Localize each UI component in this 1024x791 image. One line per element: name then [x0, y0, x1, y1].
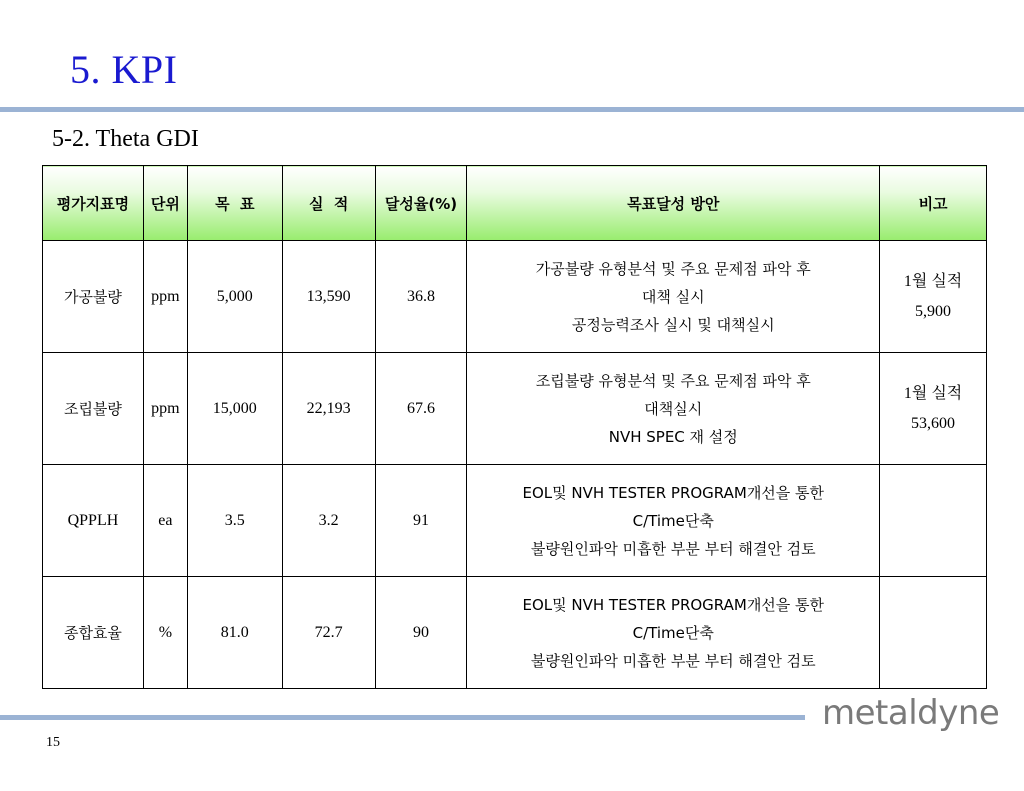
footer-divider [0, 715, 805, 720]
plan-line: NVH SPEC 재 설정 [608, 427, 738, 446]
cell-plan [467, 353, 880, 465]
cell-unit: ppm [143, 241, 187, 353]
cell-name: QPPLH [43, 465, 144, 577]
cell-target: 5,000 [187, 241, 282, 353]
cell-actual: 22,193 [282, 353, 375, 465]
cell-name: 종합효율 [43, 577, 144, 689]
title-divider [0, 107, 1024, 112]
cell-note [880, 241, 987, 353]
plan-line: C/Time단축 [632, 623, 714, 642]
cell-name: 가공불량 [43, 241, 144, 353]
table-row [43, 353, 987, 465]
note-line: 53,600 [911, 414, 956, 432]
note-line: 5,900 [915, 302, 952, 320]
header-indicator: 평가지표명 [43, 166, 144, 241]
plan-line: EOL및 NVH TESTER PROGRAM개선을 통한 [522, 595, 825, 614]
cell-target: 3.5 [187, 465, 282, 577]
cell-plan [467, 241, 880, 353]
cell-rate: 91 [375, 465, 467, 577]
plan-line: 대책 실시 [641, 287, 705, 306]
plan-line: 공정능력조사 실시 및 대책실시 [571, 315, 775, 334]
section-subtitle: 5-2. Theta GDI [52, 126, 199, 152]
plan-line: 가공불량 유형분석 및 주요 문제점 파악 후 [535, 259, 811, 278]
plan-line: C/Time단축 [632, 511, 714, 530]
cell-unit: % [143, 577, 187, 689]
cell-target: 81.0 [187, 577, 282, 689]
header-rate: 달성율(%) [375, 166, 467, 241]
slide-title: 5. KPI [70, 47, 178, 92]
cell-actual: 3.2 [282, 465, 375, 577]
cell-unit: ea [143, 465, 187, 577]
plan-line: 불량원인파악 미흡한 부분 부터 해결안 검토 [530, 651, 816, 670]
table-row [43, 465, 987, 577]
header-target: 목 표 [187, 166, 282, 241]
table-row [43, 241, 987, 353]
plan-line: 대책실시 [644, 399, 703, 418]
cell-note [880, 577, 987, 689]
cell-name: 조립불량 [43, 353, 144, 465]
cell-unit: ppm [143, 353, 187, 465]
header-actual: 실 적 [282, 166, 375, 241]
cell-note [880, 465, 987, 577]
header-unit: 단위 [143, 166, 187, 241]
header-note: 비고 [880, 166, 987, 241]
kpi-table [42, 165, 987, 689]
cell-rate: 67.6 [375, 353, 467, 465]
note-line: 1월 실적 [903, 384, 963, 402]
cell-actual: 72.7 [282, 577, 375, 689]
cell-plan [467, 465, 880, 577]
plan-line: EOL및 NVH TESTER PROGRAM개선을 통한 [522, 483, 825, 502]
cell-actual: 13,590 [282, 241, 375, 353]
table-row [43, 577, 987, 689]
table-header-row [43, 166, 987, 241]
plan-line: 조립불량 유형분석 및 주요 문제점 파악 후 [535, 371, 811, 390]
plan-line: 불량원인파악 미흡한 부분 부터 해결안 검토 [530, 539, 816, 558]
page-number: 15 [46, 735, 60, 750]
cell-target: 15,000 [187, 353, 282, 465]
cell-note [880, 353, 987, 465]
note-line: 1월 실적 [903, 272, 963, 290]
metaldyne-logo: metaldyne [822, 693, 1000, 733]
cell-plan [467, 577, 880, 689]
header-plan: 목표달성 방안 [467, 166, 880, 241]
cell-rate: 90 [375, 577, 467, 689]
cell-rate: 36.8 [375, 241, 467, 353]
